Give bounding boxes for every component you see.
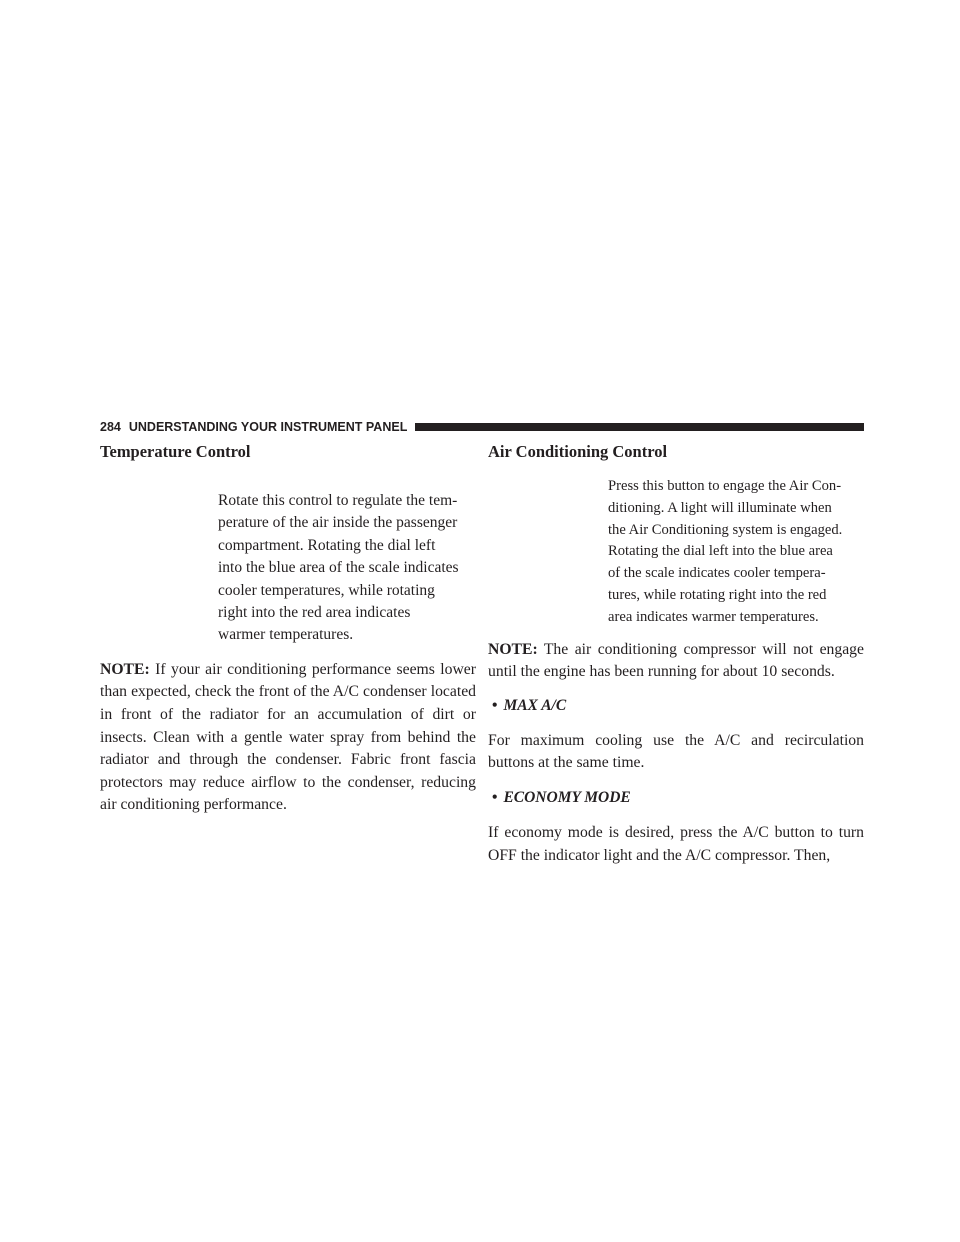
text-line: into the blue area of the scale indicates	[218, 559, 459, 577]
text-line: right into the red area indicates	[218, 604, 411, 622]
bullet-text: MAX A/C	[503, 696, 567, 714]
left-column	[100, 440, 476, 817]
page-header	[100, 419, 864, 435]
text-line: Press this button to engage the Air Con-	[608, 478, 842, 494]
text-line: Rotating the dial left into the blue area	[608, 543, 833, 560]
max-ac-bullet	[488, 695, 864, 717]
chapter-title: UNDERSTANDING YOUR INSTRUMENT PANEL	[128, 420, 408, 434]
air-conditioning-description	[608, 476, 864, 629]
note-label: NOTE:	[100, 660, 150, 678]
bullet-icon: •	[492, 788, 498, 806]
economy-mode-bullet	[488, 787, 864, 809]
bullet-text: ECONOMY MODE	[503, 788, 631, 806]
text-line: Rotate this control to regulate the tem-	[218, 492, 458, 509]
condenser-note	[100, 659, 476, 817]
note-label: NOTE:	[488, 640, 538, 658]
text-line: perature of the air inside the passenger	[218, 514, 458, 532]
text-line: the Air Conditioning system is engaged.	[608, 521, 843, 538]
air-conditioning-control-heading: Air Conditioning Control	[488, 442, 668, 461]
temperature-control-description	[218, 490, 476, 647]
text-line: tures, while rotating right into the red	[608, 586, 827, 603]
text-line: ditioning. A light will illuminate when	[608, 499, 832, 516]
page-number: 284	[100, 420, 121, 434]
note-text: The air conditioning compressor will not engage until the engine has been running for about 10 seconds.	[488, 640, 864, 681]
temperature-control-heading: Temperature Control	[100, 442, 251, 461]
text-line: compartment. Rotating the dial left	[218, 536, 436, 554]
bullet-icon: •	[492, 696, 498, 714]
text-line: area indicates warmer temperatures.	[608, 608, 819, 625]
right-column	[488, 440, 864, 867]
compressor-note	[488, 639, 864, 684]
economy-mode-paragraph: If economy mode is desired, press the A/C button to turn OFF the indicator light and the A/C compressor. Then,	[488, 823, 864, 864]
text-line: of the scale indicates cooler tempera-	[608, 565, 826, 582]
text-line: cooler temperatures, while rotating	[218, 581, 435, 599]
header-rule	[415, 423, 864, 431]
max-ac-paragraph: For maximum cooling use the A/C and recirculation buttons at the same time.	[488, 731, 864, 772]
note-text: If your air conditioning performance seems lower than expected, check the front of the A/C condenser located in front of the radiator for an accumulation of dirt or insects. Clean with a gentle water spray from behind the radiator and through the condenser. Fabric front fascia protectors may reduce airflow to the condenser, reducing air conditioning performance.	[100, 660, 476, 814]
text-line: warmer temperatures.	[218, 626, 354, 644]
